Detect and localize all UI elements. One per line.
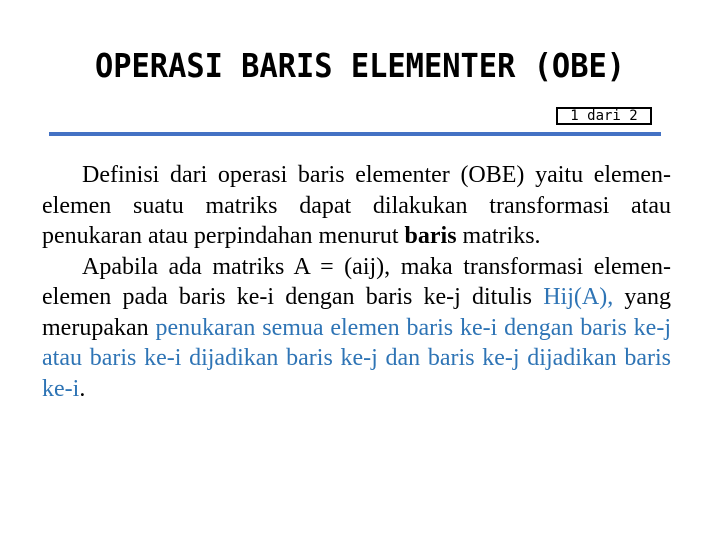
page-indicator: 1 dari 2 <box>556 107 652 125</box>
definition-paragraph <box>42 160 671 252</box>
notation-text: Hij(A), <box>543 284 614 310</box>
highlighted-definition: penukaran semua elemen baris ke-i dengan baris ke-j atau baris ke-i dijadikan baris ke-j dan baris ke-j dijadikan baris ke-i <box>42 314 671 402</box>
transformation-text-end: . <box>79 375 86 402</box>
definition-text: Definisi dari operasi baris elementer (OBE) yaitu elemen-elemen suatu matriks dapat dilakukan transformasi atau penukaran atau perpindahan menurut <box>42 162 671 249</box>
slide-body <box>42 160 671 404</box>
slide-title: OPERASI BARIS ELEMENTER (OBE) <box>94 46 626 85</box>
definition-text-end: matriks. <box>456 223 541 249</box>
transformation-text-middle: yang merupakan <box>42 284 672 341</box>
transformation-text: Apabila ada matriks A = (aij), maka transformasi elemen-elemen pada baris ke-i dengan baris ke-j ditulis <box>42 253 671 310</box>
transformation-paragraph <box>42 252 671 405</box>
title-divider <box>49 132 661 136</box>
definition-bold-word: baris <box>404 223 457 249</box>
